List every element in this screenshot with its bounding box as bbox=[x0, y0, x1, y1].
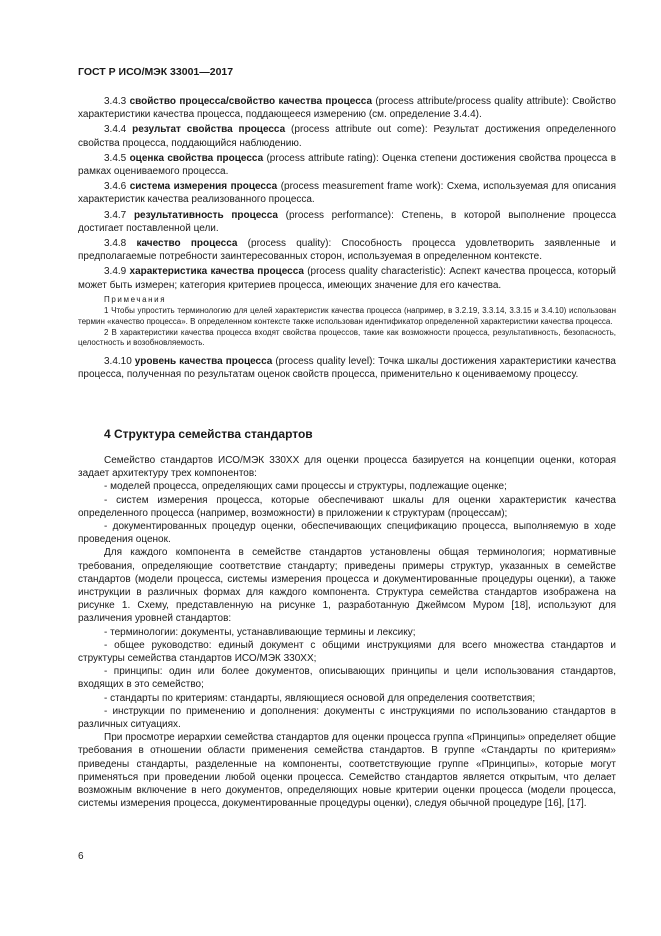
term-definition: (process attribute out come): Результат достижения определенного свойства процесса, поддающийся наблюдению. bbox=[78, 124, 616, 149]
term-definition: (process measurement frame work): Схема, используемая для описания характеристик качества реализованного процесса. bbox=[78, 181, 616, 206]
term-entry bbox=[78, 123, 616, 149]
term-definition: (process attribute/process quality attribute): Свойство характеристики качества процесса, поддающееся измерению (см. определение 3.4.4). bbox=[78, 96, 616, 121]
page-number: 6 bbox=[78, 851, 84, 862]
document-header: ГОСТ Р ИСО/МЭК 33001—2017 bbox=[78, 66, 234, 78]
term-number: 3.4.4 bbox=[104, 124, 127, 136]
list-item: - стандарты по критериям: стандарты, являющиеся основой для определения соответствия; bbox=[104, 692, 536, 704]
list-item: - документированных процедур оценки, обеспечивающих спецификацию процесса, выполняемую в ходе проведения оценок. bbox=[78, 521, 616, 546]
notes-block bbox=[78, 295, 616, 349]
notes-title: Примечания bbox=[104, 294, 167, 304]
term-definition: (process quality): Способность процесса удовлетворить заявленные и предполагаемые потребности заинтересованных сторон, используемая в определенном контексте. bbox=[78, 238, 616, 263]
term-number: 3.4.5 bbox=[104, 152, 127, 164]
term-entry bbox=[78, 265, 616, 291]
term-name: результативность процесса bbox=[133, 209, 278, 221]
term-entry bbox=[78, 152, 616, 178]
term-number: 3.4.10 bbox=[104, 355, 132, 367]
list-item: - терминологии: документы, устанавливающие термины и лексику; bbox=[104, 626, 416, 638]
term-definition: (process quality characteristic): Аспект качества процесса, который может быть измерен; категория критериев процесса, имеющих значение для его качества. bbox=[78, 266, 616, 291]
terms-block bbox=[78, 95, 616, 383]
list-item: - принципы: один или более документов, описывающих принципы и цели использования стандартов, входящих в это семейство; bbox=[78, 666, 616, 691]
term-number: 3.4.6 bbox=[104, 181, 127, 193]
term-name: свойство процесса/свойство качества процесса bbox=[129, 96, 373, 107]
list-item: - систем измерения процесса, которые обеспечивают шкалы для оценки характеристик качества определенного процесса (например, возможности) в приложении к структурам (процессам); bbox=[78, 494, 616, 519]
section-body bbox=[78, 454, 616, 810]
term-number: 3.4.7 bbox=[104, 209, 127, 221]
term-name: характеристика качества процесса bbox=[129, 266, 304, 278]
term-name: качество процесса bbox=[136, 238, 238, 250]
note-item: 1 Чтобы упростить терминологию для целей характеристик качества процесса (например, в 3.2.19, 3.3.14, 3.3.15 и 3.4.10) использован термин «качество процесса». В определенном контексте также использован идентификатор определенной характеристики качества процесса. bbox=[78, 306, 616, 327]
term-definition: (process performance): Степень, в которой выполнение процесса достигает поставленной цели. bbox=[78, 209, 617, 234]
term-number: 3.4.8 bbox=[104, 238, 127, 250]
term-name: система измерения процесса bbox=[129, 181, 278, 193]
section-heading: 4 Структура семейства стандартов bbox=[104, 427, 313, 441]
term-name: оценка свойства процесса bbox=[129, 152, 264, 164]
term-name: уровень качества процесса bbox=[134, 355, 273, 367]
term-number: 3.4.3 bbox=[104, 96, 127, 107]
list-item: - моделей процесса, определяющих сами процессы и структуры, подлежащие оценке; bbox=[104, 481, 507, 493]
term-entry bbox=[78, 180, 616, 206]
paragraph: Для каждого компонента в семействе стандартов установлены общая терминология; нормативные требования, определяющие соответствие стандарту; приведены примеры структур, указанных в семействе стандартов (модели процесса, системы измерения процесса и документированные процедуры оценки), а также инструкции в различных формах для каждого компонента. Структура семейства стандартов изображена на рисунке 1. Схему, представленную на рисунке 1, разработанную Джеймсом Муром [18], используют для различения уровней стандартов: bbox=[78, 547, 616, 625]
paragraph: Семейство стандартов ИСО/МЭК 330XX для оценки процесса базируется на концепции оценки, которая задает архитектуру трех компонентов: bbox=[78, 455, 616, 480]
list-item: - инструкции по применению и дополнения: документы с инструкциями по использованию стандартов в различных ситуациях. bbox=[78, 705, 616, 731]
term-entry bbox=[78, 95, 616, 121]
paragraph: При просмотре иерархии семейства стандартов для оценки процесса группа «Принципы» определяет общие требования в отношении области применения семейства стандартов. В группе «Стандарты по критериям» приведены стандарты, разделенные на компоненты, соответствующие группе «Принципы», которые могут применяться при проведении любой оценки процесса. Семейство стандартов является открытым, что делает возможным включение в него документов, определяющих новые критерии оценки процесса (модели процесса, системы измерения процесса, документированные процедуры оценки), следуя обычной процедуре [16], [17]. bbox=[78, 732, 616, 810]
term-entry bbox=[78, 355, 616, 381]
term-number: 3.4.9 bbox=[104, 266, 127, 278]
term-definition: (process attribute rating): Оценка степени достижения свойства процесса в рамках оцениваемого процесса. bbox=[78, 152, 617, 178]
term-name: результат свойства процесса bbox=[132, 124, 286, 136]
term-entry bbox=[78, 209, 616, 235]
list-item: - общее руководство: единый документ с общими инструкциями для всего множества стандартов и структуры семейства стандартов ИСО/МЭК 330XX; bbox=[78, 639, 616, 665]
term-definition: (process quality level): Точка шкалы достижения характеристики качества процесса, полученная по результатам оценок свойств процесса, применительно к оцениваемому процессу. bbox=[78, 355, 616, 381]
term-entry bbox=[78, 237, 616, 263]
note-item: 2 В характеристики качества процесса входят свойства процессов, такие как возможности процесса, результативность, безопасность, целостность и возобновляемость. bbox=[78, 327, 616, 348]
